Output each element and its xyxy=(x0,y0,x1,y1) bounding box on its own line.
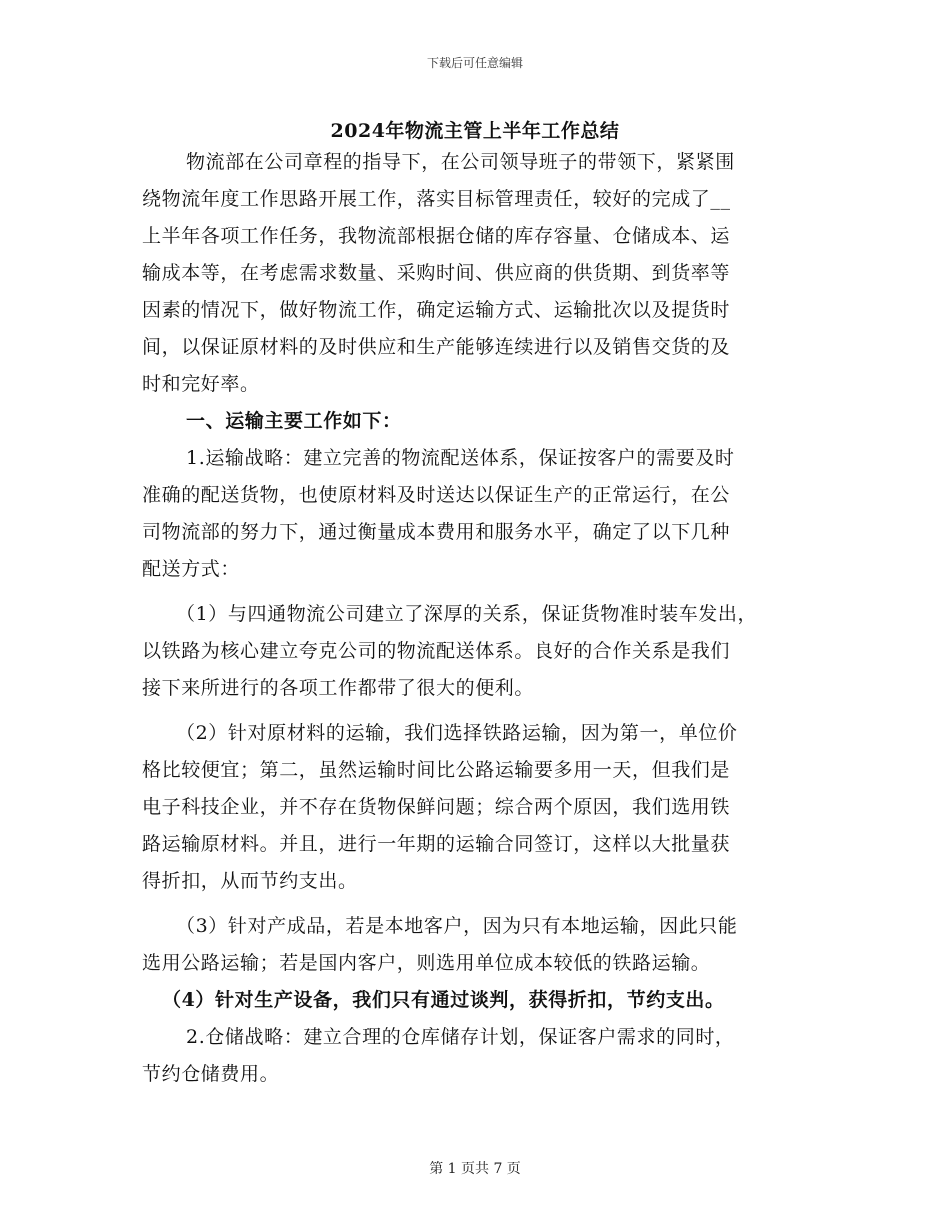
paragraph-line: 选用公路运输；若是国内客户，则选用单位成本较低的铁路运输。 xyxy=(142,952,711,974)
paragraph-line: （3）针对产成品，若是本地客户，因为只有本地运输，因此只能 xyxy=(176,915,738,937)
paragraph-line: 格比较便宜；第二，虽然运输时间比公路运输要多用一天，但我们是 xyxy=(142,759,731,781)
paragraph-line: （1）与四通物流公司建立了深厚的关系，保证货物准时装车发出， xyxy=(176,603,758,625)
header-note: 下载后可任意编辑 xyxy=(426,56,523,70)
paragraph-line: 物流部在公司章程的指导下，在公司领导班子的带领下，紧紧围 xyxy=(186,151,735,173)
paragraph-line: 得折扣，从而节约支出。 xyxy=(142,870,358,892)
paragraph-line: 路运输原材料。并且，进行一年期的运输合同签订，这样以大批量获 xyxy=(142,833,731,855)
paragraph-line: 间，以保证原材料的及时供应和生产能够连续进行以及销售交货的及 xyxy=(142,336,731,358)
paragraph-line: 时和完好率。 xyxy=(142,373,260,395)
paragraph-line: 以铁路为核心建立夸克公司的物流配送体系。良好的合作关系是我们 xyxy=(142,640,731,662)
paragraph-line: 配送方式： xyxy=(142,558,241,580)
paragraph-line: 1.运输战略：建立完善的物流配送体系，保证按客户的需要及时 xyxy=(186,447,735,469)
paragraph-line: 输成本等，在考虑需求数量、采购时间、供应商的供货期、到货率等 xyxy=(142,262,731,284)
spacer xyxy=(142,900,812,908)
bold-paragraph: （4）针对生产设备，我们只有通过谈判，获得折扣，节约支出。 xyxy=(162,989,725,1011)
paragraph-line: 节约仓储费用。 xyxy=(142,1063,280,1085)
paragraph-line: 接下来所进行的各项工作都带了很大的便利。 xyxy=(142,677,535,699)
spacer xyxy=(142,707,812,715)
paragraph-line: 因素的情况下，做好物流工作，确定运输方式、运输批次以及提货时 xyxy=(142,299,731,321)
paragraph-line: 电子科技企业，并不存在货物保鲜问题；综合两个原因，我们选用铁 xyxy=(142,796,731,818)
paragraph-line: 绕物流年度工作思路开展工作，落实目标管理责任，较好的完成了__ xyxy=(142,188,731,210)
paragraph-line: 2.仓储战略：建立合理的仓库储存计划，保证客户需求的同时， xyxy=(186,1026,735,1048)
section-heading: 一、运输主要工作如下： xyxy=(186,410,402,432)
paragraph-line: 上半年各项工作任务，我物流部根据仓储的库存容量、仓储成本、运 xyxy=(142,225,731,247)
paragraph-line: 准确的配送货物，也使原材料及时送达以保证生产的正常运行，在公 xyxy=(142,484,731,506)
document-title: 2024年物流主管上半年工作总结 xyxy=(330,120,620,142)
document-body xyxy=(142,144,812,1093)
page-footer: 第 1 页共 7 页 xyxy=(429,1161,521,1177)
paragraph-line: 司物流部的努力下，通过衡量成本费用和服务水平，确定了以下几种 xyxy=(142,521,731,543)
spacer xyxy=(142,588,812,596)
paragraph-line: （2）针对原材料的运输，我们选择铁路运输，因为第一，单位价 xyxy=(176,722,738,744)
